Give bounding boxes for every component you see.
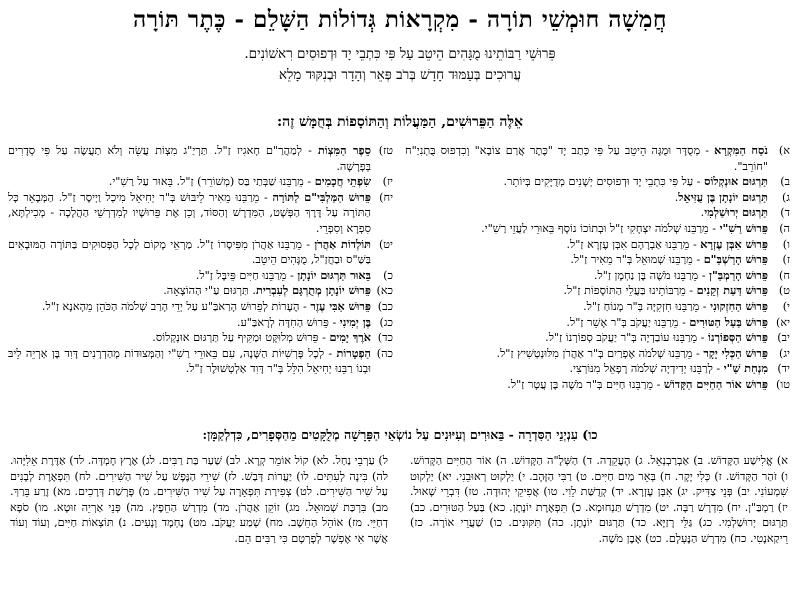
item-name: פֵּרוּשׁ הַחִזְקוּנִי	[710, 298, 768, 313]
item-number: ד)	[780, 206, 790, 220]
item-text	[8, 190, 371, 237]
list-item	[405, 190, 790, 206]
item-text	[405, 221, 768, 237]
list-item	[8, 299, 393, 315]
item-number: ח)	[779, 268, 790, 282]
item-description: - מֵרַבֵּנוּ אַהֲרֹן מִפִּיסָרוֹ זַ"ל. מַרְאֵי מָקוֹם לְכָל הַפְּסוּקִים בַּתּוֹרָה הַמּוּבָאִים בַּשַּׁ"ס וּבַחֲזַ"ל, מֻגָּהִים הֵיטֵב.	[8, 237, 371, 267]
item-text	[405, 143, 768, 174]
item-description: - מֵרַבֵּנוּ חַיִּים פֵּיבֶּל זַ"ל.	[195, 268, 298, 282]
item-text	[405, 237, 768, 253]
commentaries-list-left	[8, 143, 393, 377]
item-name: תַּרְגּוּם יוֹנָתָן בֶּן עֻזִּיאֵל	[678, 189, 768, 204]
item-text	[8, 330, 371, 346]
list-item	[405, 346, 790, 362]
list-item	[8, 315, 393, 331]
item-name: פֵּרוּשׁ אַבִּי עֶזֶר	[310, 298, 371, 313]
item-number: טו)	[776, 377, 790, 391]
item-description: - פֵּרוּשׁ הַחִדָּה לְרָאבַּ"ע.	[236, 315, 340, 329]
item-name: בֶּן יְמִינִי	[339, 314, 371, 329]
item-name: אֹרֶךְ יָמִים	[329, 330, 371, 345]
item-description: - מְסֻדָּר וּמֻגָּה הֵיטֵב עַל פִּי כְּתַב יָד "כֶּתֶר אֲרַם צוֹבָא" וְכִדְפוּס בֻּתְנִיַ"ח "חוֹרֵב".	[405, 144, 768, 173]
list-item	[8, 330, 393, 346]
item-text	[8, 283, 371, 299]
item-number: ב)	[780, 175, 790, 189]
item-number: ג)	[781, 190, 790, 204]
item-number: כד)	[377, 331, 393, 345]
list-item	[8, 143, 393, 174]
item-name: פֵּרוּשׁ יוֹנָתָן מְתֻרְגָּם לְעִבְרִית	[256, 283, 371, 298]
list-item	[8, 190, 393, 237]
item-name: תַּרְגּוּם אוּנְקְלוֹס	[704, 174, 768, 189]
item-text	[405, 205, 768, 221]
item-number: ה)	[779, 221, 790, 235]
item-name: פֵּרוּשׁ הַמַּלְבִּי"ם לַתּוֹרָה	[272, 189, 371, 204]
item-name: פֵּרוּשׁ הָרַשְׁבַּ"ם	[703, 252, 768, 267]
item-number: יד)	[777, 362, 790, 376]
item-description: - לְרַבֵּנוּ יְדִידְיָה שְׁלֹמֹה רָפָאֵל מִנּוֹרְצִי.	[569, 362, 724, 376]
list-item	[405, 252, 790, 268]
item-description: - מֵרַבֵּנוּ חִזְקִיָּה בְּ"ר מָנוֹחַ זַ"ל.	[583, 299, 711, 313]
list-item	[8, 346, 393, 377]
item-description: - מֵרַבֵּנוּ שְׁמוּאֵל בְּ"ר מֵאִיר זַ"ל.	[570, 253, 704, 267]
item-text	[8, 299, 371, 315]
item-number: כה)	[376, 346, 393, 360]
item-description: - מֵרַבֵּנוּ חַיִּים בְּ"ר מֹשֶׁה בֶּן עֲטָר זַ"ל.	[507, 377, 664, 391]
item-number: יז)	[382, 175, 393, 189]
item-description: - מֵרַבֵּנוּ מֹשֶׁה בֶּן נַחְמָן זַ"ל.	[593, 268, 710, 282]
section-heading: כו) עִנְיְנֵי הַסִּדְרָה - בֵּאוּרִים וְעִיּוּנִים עַל נוֹשְׂאֵי הַפָּרָשָׁה מְלֻקָּטִים מֵהַסְּפָרִים, כִּדְלְקַמָּן:	[202, 427, 598, 442]
item-name: מִנְחַת שַׁ"י	[723, 361, 768, 376]
chapters-list-right: א) אֱלִישַׁע הַקָּדוֹשׁ. ב) אַבְרַבְנְאֵל. ג) הָעֲקֵדָה. ד) הַשְּׁלָ"ה הַקָּדוֹשׁ. ה) אוֹר הַחַיִּים הַקָּדוֹשׁ. ו) זֹהַר הַקָּדוֹשׁ. ז) כְּלִי יָקָר. ח) בְּאֵר מַיִם חַיִּים. ט) רַבִּי הַזָּהָב. י) יַלְקוּט רְאוּבֵנִי. יא) יַלְקוּט שִׁמְעוֹנִי. יב) פְּנֵי צַדִּיק. יג) אִבְּן עֶזְרָא. יד) קְדֻשַּׁת לֵוִי. טו) אֲפִיקֵי יְהוּדָה. טז) דִּבְרֵי שָׁאוּל. יז) רַמְבַּ"ן. יח) מִדְרָשׁ רַבָּה. יט) מִדְרָשׁ תַּנְחוּמָא. כ) תִּפְאֶרֶת יוֹנָתָן. כא) בַּעַל הַטּוּרִים. כב) תַּרְגּוּם יְרוּשַׁלְמִי. כג) גַּלֵּי רָזַיָּא. כד) תַּרְגּוּם יוֹנָתָן. כה) תִּקּוּנִים. כו) שַׁעֲרֵי אוֹרָה. כז) רֵיקַאנָטִי. כח) מִדְרָשׁ הַנֶּעְלָם. כט) אֶבֶן מֹשֶׁה.	[410, 454, 788, 545]
item-number: כג)	[379, 315, 393, 329]
item-text	[405, 346, 768, 362]
list-item	[405, 143, 790, 174]
item-name: פֵּרוּשׁ דַּעַת זְקֵנִים	[696, 283, 768, 298]
list-item	[405, 299, 790, 315]
item-description: .	[700, 206, 705, 220]
list-item	[405, 205, 790, 221]
subtitle-layout: עֲרוּכִים בְּעַמּוּד חָדָשׁ בְּרֹב פְּאֵר וְהָדָר וּבְנִקּוּד מָלֵא	[278, 67, 522, 83]
item-number: יג)	[779, 346, 790, 360]
item-number: יא)	[775, 315, 790, 329]
item-number: ט)	[778, 284, 790, 298]
item-description: - מֵרַבֵּנוּ שְׁלֹמֹה יִצְחָקִי זַ"ל וּבְתוֹכוֹ נוֹסָף בֵּאוּרֵי לַעֲזֵי רַשִׁ"י.	[481, 221, 720, 235]
item-description: - מֵרַבֵּנוּ אַבְרָהָם אִבְּן עֶזְרָא זַ"ל.	[566, 237, 701, 251]
page-title: חֲמִשָׁה חוּמְשֵׁי תוֹרָה - מִקְרָאוֹת גְּדוֹלוֹת הַשָּׁלֵם - כֶּתֶר תּוֹרָה	[132, 6, 668, 33]
item-text	[405, 174, 768, 190]
item-description: - מֵרַבּוֹתֵינוּ בַּעֲלֵי הַתּוֹסָפוֹת זַ"ל.	[563, 284, 697, 298]
item-description: - הֶעָרוֹת לְפֵרוּשׁ הָרַאבַּ"ע עַל יְדֵי הָרַב שְׁלֹמֹה הַכֹּהֵן מֵהָאנָא זַ"ל.	[41, 299, 311, 313]
list-item	[8, 283, 393, 299]
item-text	[8, 346, 371, 377]
item-description: . תַּרְגּוּם עַ"י הַהוֹצָאָה.	[163, 284, 256, 298]
item-description: - מֵרַבֵּנוּ שְׁלֹמֹה אֶפְרַיִם בְּ"ר אַהֲרֹן מִלּוּנְטְשִׁיץ זַ"ל.	[496, 346, 704, 360]
item-number: א)	[778, 144, 790, 157]
list-item	[405, 221, 790, 237]
item-number: יט)	[378, 237, 393, 251]
item-text	[8, 174, 371, 190]
item-name: בֵּאוּר תַּרְגּוּם יוֹנָתָן	[297, 267, 371, 282]
list-item	[405, 377, 790, 393]
item-name: תַּרְגּוּם יְרוּשַׁלְמִי	[704, 205, 768, 220]
list-item	[8, 174, 393, 190]
item-description: - מֵרַבֵּנוּ עוֹבַדְיָה בְּ"ר יַעֲקֹב סְפוֹרְנוֹ זַ"ל.	[545, 331, 708, 345]
commentaries-list-right	[405, 143, 790, 393]
item-number: יח)	[379, 190, 393, 204]
item-number: כא)	[376, 284, 393, 298]
item-name: פֵּרוּשׁ הָרַמְבַּ"ן	[709, 267, 768, 282]
list-item	[405, 330, 790, 346]
item-name: שִׂפְתֵי חֲכָמִים	[314, 174, 371, 189]
item-number: ז)	[782, 253, 790, 267]
item-description: - מֵרַבֵּנוּ מֵאִיר לֵיבּוּשׁ בְּ"ר יְחִיאֵל מִיכְל וַיְיסֶר זַ"ל. הַמְּבָאֵר כָּל הַתּוֹרָה עַל דֶּרֶךְ הַפְּשָׁט, הַמִּדְרָשׁ וְהַסּוֹד, וְכֵן אֶת פֵּרוּשָׁיו לְמִדְרְשֵׁי הַהֲלָכָה - מְכִילְתָּא, סִפְרָא וְסִפְרֵי.	[8, 190, 371, 235]
list-item	[8, 268, 393, 284]
item-description: .	[674, 190, 679, 204]
item-text	[405, 190, 768, 206]
item-number: יב)	[777, 331, 790, 345]
list-item	[405, 283, 790, 299]
item-description: - מֵרַבֵּנוּ יַעֲקֹב בְּ"ר אָשֵׁר זַ"ל.	[566, 315, 690, 329]
item-text	[405, 268, 768, 284]
item-name: פֵּרוּשׁ הַסְּפוֹרְנוֹ	[707, 330, 768, 345]
subtitle-proofread: פֵּרוּשֵׁי רַבּוֹתֵינוּ מֻגָּהִים הֵיטֵב עַל פִּי כִּתְבֵי יָד וּדְפוּסִים רִאשׁוֹנִים.	[244, 46, 556, 62]
list-item	[405, 315, 790, 331]
item-description: - פֵּרוּשׁ מְלוּקָּט וּמַקִּיף עַל תַּרְגּוּם אוּנְקְלוֹס.	[152, 331, 330, 345]
item-name: הַפְטָרוֹת	[336, 345, 371, 360]
item-number: כ)	[383, 268, 393, 282]
item-name: נֹסַח הַמִּקְרָא	[714, 143, 768, 157]
list-item	[405, 174, 790, 190]
list-item	[405, 361, 790, 377]
list-item	[405, 268, 790, 284]
item-text	[405, 377, 768, 393]
item-text	[405, 361, 768, 377]
item-description: - לְכָל פָּרְשִׁיּוֹת הַשָּׁנָה, עִם בֵּאוּרֵי רַשִׁ"י וְהַמְּצוּדוֹת מְהַדְרָנִים דָּוִד בֶּן אַרְיֵה לֵיבּ וּבְנוֹ רַבֵּנוּ יְחִיאֵל הִלֵּל בְּ"ר דָּוִד אַלְטְשׁוּלֶר זַ"ל.	[8, 346, 371, 376]
item-description: - עַל פִּי כִּתְבֵי יָד וּדְפוּסִים יְשָׁנִים מְדֻיָּקִים בְּיוֹתֵר.	[503, 175, 705, 189]
list-item	[8, 237, 393, 268]
item-name: פֵּרוּשׁ רַשִׁ"י	[719, 220, 768, 235]
item-description: - מֵרַבֵּנוּ שַׁבְּתַי בַּס (מְשׁוֹרֵר) זַ"ל. בֵּאוּר עַל רַשִׁ"י.	[108, 175, 315, 189]
item-name: סֵפֶר הַמִּצְוֹת	[317, 143, 371, 157]
item-name: תּוֹלְדוֹת אַהֲרֹן	[314, 236, 371, 251]
chapters-list-left: ל) עַרְבֵי נַחַל. לא) קוֹל אוֹמֵר קְרָא. לב) שַׁעַר בַּת רַבִּים. לג) אֶרֶץ חֶמְדָּה. לד) אַדֶּרֶת אֵלִיָּהוּ. לה) בִּינָה לְעִתִּים. לו) יַעֲרוֹת דְּבַשׁ. לז) שִׁירֵי הַנֶּפֶשׁ עַל שִׁיר הַשִּׁירִים. לח) תִּפְאֶרֶת לְבָנִים עַל שִׁיר הַשִּׁירִים. לט) צְפִירַת תִּפְאָרָה עַל שִׁיר הַשִּׁירִים. מ) פָּרָשַׁת דְּרָכִים. מא) זֶרַע בֵּרַךְ. מב) בִּרְכַּת שְׁמוּאֵל. מג) זוֹקֵן אַהֲרֹן. מד) מִדְרַשׁ הַחֵפֶץ. מה) פְּנֵי אַרְיֵה זוּטָא. מו) סֹפָא דְחַיֵּי. מז) אוֹהֵל הַחֵשֶׁב. מח) שְׁמַע יַעֲקֹב. מט) נֶחְמָד וְנָעִים. נ) תּוֹצְאוֹת חַיִּים, וְעוֹד וְעוֹד אֲשֶׁר אִי אֶפְשָׁר לְפָרְטָם כִּי רַבִּים הֵם.	[10, 454, 388, 545]
item-text	[8, 237, 371, 268]
item-text	[405, 252, 768, 268]
item-text	[405, 283, 768, 299]
item-name: פֵּרוּשׁ הַכְּלִי יָקָר	[703, 345, 768, 360]
item-text	[8, 268, 371, 284]
item-name: פֵּרוּשׁ אוֹר הַחַיִּים הַקָּדוֹשׁ	[663, 376, 768, 391]
item-text	[8, 143, 371, 174]
item-number: כב)	[377, 299, 393, 313]
item-text	[405, 330, 768, 346]
contents-heading: אֵלֶּה הַפֵּרוּשִׁים, הַמַּעֲלוֹת וְהַתּוֹסָפוֹת בְּחֻמָּשׁ זֶה:	[276, 114, 524, 130]
item-text	[405, 315, 768, 331]
item-number: טז)	[378, 144, 393, 157]
item-description: - לְמַהֲרַ"ם חָאגִיז זַ"ל. תַּרְיַ"ג מִצְוֹת עֲשֵׂה וְלֹא תַעֲשֶׂה עַל פִּי סְדָרִים בְּפָרָשָׁה.	[8, 144, 371, 173]
item-name: פֵּרוּשׁ בַּעַל הַטּוּרִים	[689, 314, 768, 329]
item-text	[8, 315, 371, 331]
item-text	[405, 299, 768, 315]
item-number: ו)	[782, 237, 790, 251]
item-name: פֵּרוּשׁ אִבְּן עֶזְרָא	[700, 236, 768, 251]
list-item	[405, 237, 790, 253]
item-number: י)	[782, 299, 790, 313]
